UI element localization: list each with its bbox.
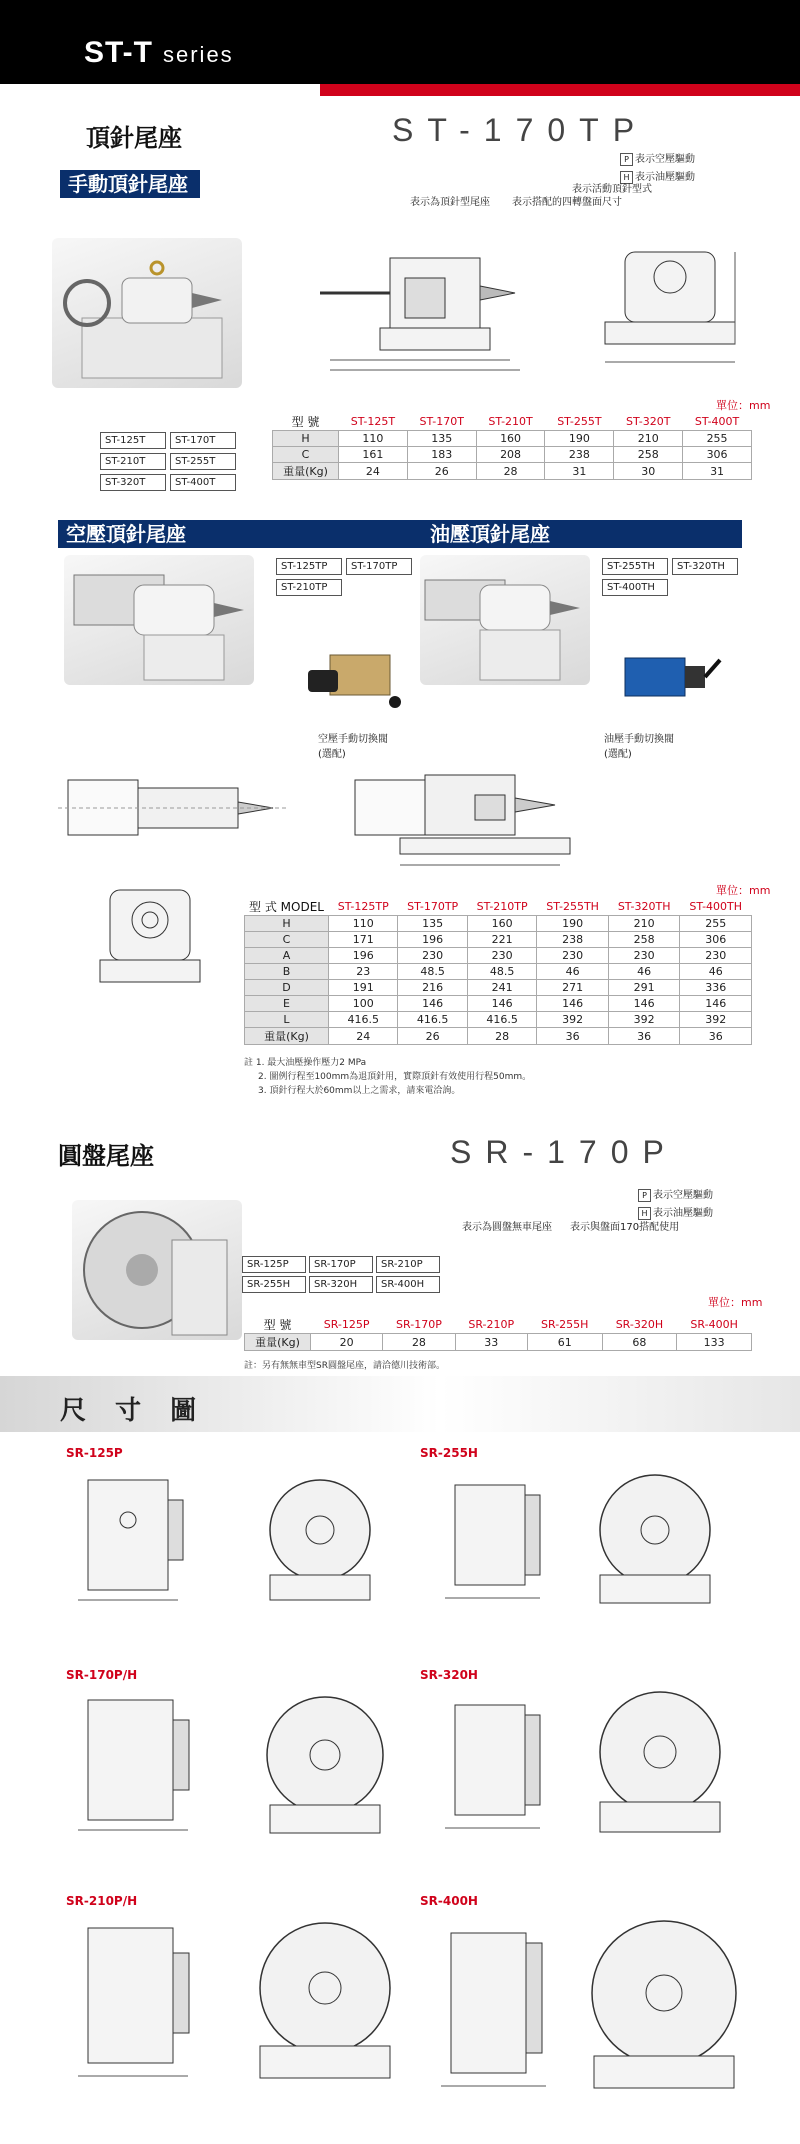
sr255h-side-drawing [440,1470,550,1610]
sr-note-2: 表示與盤面170搭配使用 [570,1222,680,1233]
table-row [245,1012,752,1028]
table-row [245,980,752,996]
row-label: C [245,932,329,948]
table-cell: 135 [398,916,467,932]
footnotes-block [244,1056,531,1098]
sr170ph-front-drawing [250,1690,400,1840]
table-cell: 28 [476,463,545,480]
row-label: H [273,431,339,447]
table-cell: 28 [383,1334,455,1351]
table-cell: 110 [329,916,398,932]
table-header-label: 型 式 MODEL [249,900,324,914]
table-header-row [273,413,752,431]
legend-text-p: 表示空壓驅動 [653,1190,713,1201]
table-cell: 210 [608,916,680,932]
st-t-spec-table [272,413,752,480]
table-cell: 392 [680,1012,752,1028]
table-cell: 196 [329,948,398,964]
section-title-tailstock: 頂針尾座 [86,123,182,152]
drawing-label-sr320h: SR-320H [420,1668,478,1682]
sr170ph-side-drawing [68,1690,198,1840]
series-title-bold: ST-T [84,36,153,69]
column-header: ST-210T [488,415,533,428]
column-header: SR-170P [396,1318,442,1331]
column-header: SR-255H [541,1318,589,1331]
table-cell: 110 [339,431,408,447]
column-header: ST-320T [626,415,671,428]
drawing-label-sr255h: SR-255H [420,1446,478,1460]
model-box: SR-255H [242,1276,306,1293]
rotary-tailstock-photo [72,1200,242,1340]
row-label: 重量(Kg) [245,1028,329,1045]
manual-tailstock-illustration [52,238,242,388]
table-cell: 230 [608,948,680,964]
air-model-boxes [276,558,412,596]
sr-note-1: 表示為圓盤無車尾座 [462,1222,552,1233]
table-cell: 208 [476,447,545,463]
model-box: ST-210T [100,453,166,470]
drawing-label-sr170ph: SR-170P/H [66,1668,138,1682]
air-valve-caption [318,730,388,760]
table-cell: 255 [680,916,752,932]
table-cell: 291 [608,980,680,996]
table-row [273,463,752,480]
table-cell: 258 [614,447,683,463]
row-label: 重量(Kg) [245,1334,311,1351]
row-label: A [245,948,329,964]
table-cell: 255 [683,431,752,447]
oil-tailstock-label: 油壓頂針尾座 [430,522,550,546]
table-cell: 100 [329,996,398,1012]
model-box: ST-400T [170,474,236,491]
table-cell: 160 [476,431,545,447]
table-cell: 258 [608,932,680,948]
table-cell: 30 [614,463,683,480]
table-cell: 31 [683,463,752,480]
column-header: ST-320TH [617,900,671,913]
drawing-label-sr400h: SR-400H [420,1894,478,1908]
table-cell: 48.5 [398,964,467,980]
code-note-1: 表示活動頂針型式 [572,184,652,195]
header-red-stripe [320,84,800,96]
table-cell: 46 [608,964,680,980]
table-cell: 416.5 [398,1012,467,1028]
table-row [273,431,752,447]
table-cell: 238 [545,447,614,463]
table-cell: 68 [602,1334,677,1351]
sr-spec-table [244,1316,752,1351]
table-cell: 24 [339,463,408,480]
dimension-title: 尺 寸 圖 [60,1396,207,1426]
oil-model-boxes [602,558,738,596]
footnote-2: 2. 圖例行程至100mm為退頂針用，實際頂針有效使用行程50mm。 [258,1072,532,1082]
table-cell: 392 [537,1012,609,1028]
sr-code-legend [638,1186,713,1220]
table-cell: 26 [407,463,476,480]
air-valve-caption-1: 空壓手動切換閥 [318,734,388,745]
table-cell: 33 [455,1334,527,1351]
table-cell: 191 [329,980,398,996]
table-cell: 146 [537,996,609,1012]
table-cell: 61 [527,1334,602,1351]
sr125p-side-drawing [68,1470,188,1610]
sr400h-side-drawing [436,1918,556,2098]
model-box: SR-210P [376,1256,440,1273]
table-row [245,964,752,980]
oil-tailstock-photo [420,555,590,685]
row-label: B [245,964,329,980]
model-box: ST-255T [170,453,236,470]
table-cell: 171 [329,932,398,948]
column-header: SR-125P [323,1318,370,1331]
sr-model-boxes [242,1256,440,1293]
model-box: ST-170T [170,432,236,449]
series-title [84,36,234,70]
column-header: ST-400T [694,415,740,428]
table-cell: 190 [537,916,609,932]
table-cell: 36 [680,1028,752,1045]
legend-letter-p: P [620,153,633,166]
table-cell: 271 [537,980,609,996]
row-label: L [245,1012,329,1028]
model-box: ST-125TP [276,558,342,575]
table-header-row [245,898,752,916]
legend-letter-h: H [620,171,633,184]
legend-text-h: 表示油壓驅動 [653,1208,713,1219]
table-cell: 210 [614,431,683,447]
model-box: ST-255TH [602,558,668,575]
table-cell: 221 [467,932,536,948]
table-cell: 238 [537,932,609,948]
table-cell: 230 [537,948,609,964]
column-header: ST-170TP [407,900,459,913]
drawing-label-sr125p: SR-125P [66,1446,123,1460]
row-label: C [273,447,339,463]
table-row [245,1028,752,1045]
table-row [245,916,752,932]
model-code-sr: SR-170P [450,1134,678,1170]
table-row [245,1334,752,1351]
row-label: 重量(Kg) [273,463,339,480]
table-cell: 26 [398,1028,467,1045]
row-label: D [245,980,329,996]
sr255h-front-drawing [580,1470,730,1610]
sr125p-front-drawing [250,1470,390,1610]
legend-letter-p: P [638,1189,651,1202]
air-valve-caption-2: (選配) [318,749,346,760]
table-cell: 20 [311,1334,383,1351]
model-box: ST-320TH [672,558,738,575]
table-cell: 196 [398,932,467,948]
row-label: H [245,916,329,932]
table-cell: 230 [680,948,752,964]
table-cell: 146 [680,996,752,1012]
model-box: ST-170TP [346,558,412,575]
table-cell: 36 [608,1028,680,1045]
table-cell: 306 [683,447,752,463]
column-header: ST-125T [350,415,396,428]
table-cell: 241 [467,980,536,996]
oil-valve-image [615,640,725,720]
table-cell: 190 [545,431,614,447]
table-cell: 216 [398,980,467,996]
model-box: ST-210TP [276,579,342,596]
air-oil-tailstock-bar [58,520,742,548]
section-title-rotary-tailstock: 圓盤尾座 [58,1141,154,1170]
table-row [273,447,752,463]
manual-side-drawing [310,228,550,376]
sr210ph-front-drawing [240,1918,410,2088]
oil-front-drawing [90,880,210,1000]
legend-text-p: 表示空壓驅動 [635,154,695,165]
table-cell: 48.5 [467,964,536,980]
table-row [245,932,752,948]
column-header: ST-255TH [546,900,599,913]
column-header: ST-210TP [476,900,528,913]
column-header: ST-400TH [689,900,743,913]
oil-side-drawing [340,760,620,875]
table-cell: 146 [398,996,467,1012]
column-header: SR-320H [615,1318,664,1331]
code-note-2: 表示為頂針型尾座 [410,197,490,208]
code-legend [620,150,695,184]
series-title-light: series [163,42,234,67]
table-cell: 183 [407,447,476,463]
oil-valve-caption-2: (選配) [604,749,632,760]
manual-tailstock-photo [52,238,242,388]
table-cell: 146 [608,996,680,1012]
table-cell: 306 [680,932,752,948]
air-tailstock-label: 空壓頂針尾座 [66,522,186,546]
table-cell: 416.5 [329,1012,398,1028]
sr-footnote: 註：另有無無車型SR圓盤尾座，請洽德川技術部。 [244,1361,445,1371]
table-cell: 416.5 [467,1012,536,1028]
manual-tailstock-bar: 手動頂針尾座 [60,170,200,198]
table-cell: 135 [407,431,476,447]
unit-label-1: 單位：mm [716,399,771,412]
model-box: ST-320T [100,474,166,491]
model-box: ST-125T [100,432,166,449]
table-cell: 46 [537,964,609,980]
column-header: ST-255T [557,415,602,428]
unit-label-3: 單位：mm [708,1296,763,1309]
column-header: ST-170T [419,415,464,428]
legend-text-h: 表示油壓驅動 [635,172,695,183]
table-cell: 146 [467,996,536,1012]
table-cell: 24 [329,1028,398,1045]
oil-valve-caption-1: 油壓手動切換閥 [604,734,674,745]
manual-front-drawing [585,222,755,387]
table-cell: 133 [677,1334,752,1351]
table-row [245,996,752,1012]
air-oil-spec-table [244,898,752,1045]
air-side-drawing [58,770,288,850]
column-header: SR-400H [690,1318,738,1331]
table-cell: 230 [467,948,536,964]
sr210ph-side-drawing [68,1918,198,2088]
table-cell: 23 [329,964,398,980]
code-note-3: 表示搭配的四轉盤面尺寸 [512,197,622,208]
model-box: ST-400TH [602,579,668,596]
sr320h-side-drawing [440,1690,550,1840]
table-row [245,948,752,964]
footnote-3: 3. 頂針行程大於60mm以上之需求，請來電洽詢。 [258,1086,461,1096]
model-code-st: ST-170TP [392,112,649,148]
table-header-label: 型 號 [263,1318,292,1332]
air-tailstock-photo [64,555,254,685]
column-header: SR-210P [468,1318,515,1331]
row-label: E [245,996,329,1012]
sr320h-front-drawing [580,1690,740,1840]
drawing-label-sr210ph: SR-210P/H [66,1894,138,1908]
table-cell: 392 [608,1012,680,1028]
table-header-label: 型 號 [291,415,320,429]
table-cell: 230 [398,948,467,964]
table-header-row [245,1316,752,1334]
table-cell: 46 [680,964,752,980]
table-cell: 31 [545,463,614,480]
legend-letter-h: H [638,1207,651,1220]
st-t-model-boxes [100,432,236,491]
table-cell: 36 [537,1028,609,1045]
table-cell: 161 [339,447,408,463]
unit-label-2: 單位：mm [716,884,771,897]
footnote-1: 註 1. 最大油壓操作壓力2 MPa [244,1058,367,1068]
sr400h-front-drawing [574,1918,754,2098]
model-box: SR-320H [309,1276,373,1293]
oil-valve-caption [604,730,674,760]
column-header: ST-125TP [337,900,389,913]
model-box: SR-400H [376,1276,440,1293]
model-box: SR-125P [242,1256,306,1273]
model-box: SR-170P [309,1256,373,1273]
table-cell: 160 [467,916,536,932]
table-cell: 336 [680,980,752,996]
air-valve-image [300,640,410,720]
table-cell: 28 [467,1028,536,1045]
